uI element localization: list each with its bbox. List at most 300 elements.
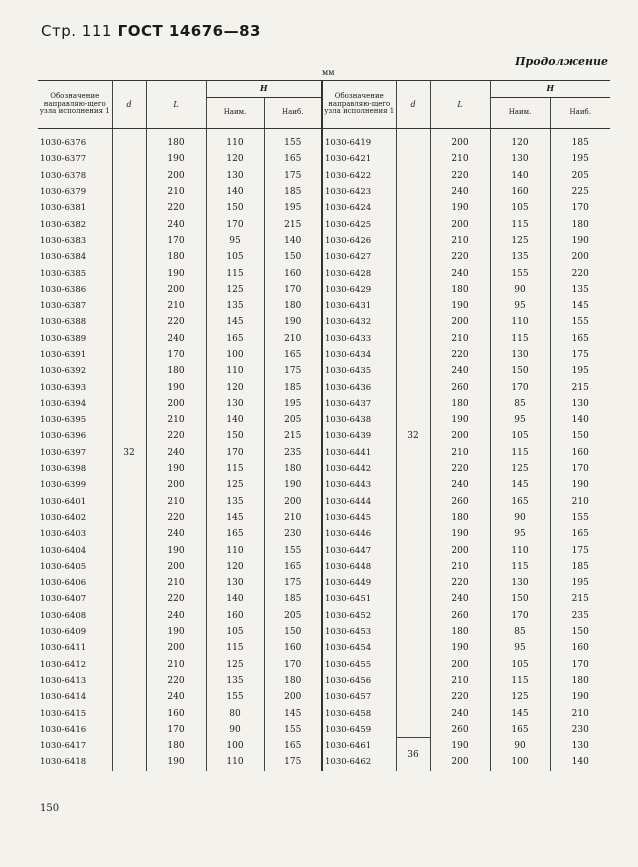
designation-cell: 1030-6411 (38, 640, 112, 656)
h-max-header: Наиб. (264, 98, 322, 129)
designation-cell: 1030-6429 (322, 282, 396, 298)
L-value-cell: 200 (430, 428, 490, 444)
L-value-cell: 240 (430, 705, 490, 721)
h-max-cell: 180 (264, 673, 322, 689)
L-value-cell: 190 (146, 461, 206, 477)
h-min-cell: 130 (490, 575, 550, 591)
h-max-cell: 230 (264, 526, 322, 542)
h-min-cell: 105 (206, 249, 264, 265)
L-value-cell: 200 (146, 396, 206, 412)
designation-cell: 1030-6445 (322, 510, 396, 526)
h-min-cell: 115 (206, 461, 264, 477)
h-min-cell: 115 (490, 445, 550, 461)
h-max-cell: 170 (550, 200, 610, 216)
L-value-cell: 180 (146, 249, 206, 265)
h-max-cell: 235 (550, 608, 610, 624)
d-value-cell: 32 (112, 129, 146, 771)
h-max-cell: 140 (264, 233, 322, 249)
L-value-cell: 210 (430, 445, 490, 461)
L-value-cell: 180 (430, 510, 490, 526)
designation-cell: 1030-6385 (38, 265, 112, 281)
L-value-cell: 210 (146, 494, 206, 510)
h-max-cell: 170 (550, 461, 610, 477)
h-max-cell: 160 (550, 640, 610, 656)
h-min-cell: 125 (490, 233, 550, 249)
L-value-cell: 210 (430, 151, 490, 167)
designation-cell: 1030-6427 (322, 249, 396, 265)
designation-cell: 1030-6457 (322, 689, 396, 705)
designation-cell: 1030-6454 (322, 640, 396, 656)
h-min-cell: 145 (206, 510, 264, 526)
L-value-cell: 260 (430, 608, 490, 624)
h-max-cell: 185 (264, 184, 322, 200)
L-header-right: L (430, 81, 490, 129)
L-value-cell: 200 (146, 477, 206, 493)
designation-cell: 1030-6456 (322, 673, 396, 689)
h-max-cell: 185 (550, 129, 610, 152)
h-max-cell: 190 (550, 689, 610, 705)
h-max-cell: 180 (264, 461, 322, 477)
h-min-cell: 90 (490, 510, 550, 526)
h-max-cell: 180 (550, 216, 610, 232)
designation-cell: 1030-6455 (322, 657, 396, 673)
L-value-cell: 200 (146, 282, 206, 298)
L-value-cell: 190 (146, 151, 206, 167)
L-value-cell: 190 (146, 379, 206, 395)
L-value-cell: 240 (430, 184, 490, 200)
h-min-cell: 160 (490, 184, 550, 200)
L-value-cell: 220 (430, 689, 490, 705)
L-value-cell: 210 (146, 184, 206, 200)
L-value-cell: 180 (146, 129, 206, 152)
h-max-cell: 180 (550, 673, 610, 689)
designation-cell: 1030-6396 (38, 428, 112, 444)
L-value-cell: 220 (146, 314, 206, 330)
h-min-cell: 135 (206, 298, 264, 314)
h-min-cell: 155 (206, 689, 264, 705)
h-max-cell: 195 (264, 396, 322, 412)
h-min-cell: 140 (490, 168, 550, 184)
designation-cell: 1030-6395 (38, 412, 112, 428)
h-max-cell: 165 (264, 347, 322, 363)
h-min-header: Наим. (206, 98, 264, 129)
h-max-cell: 215 (550, 591, 610, 607)
designation-cell: 1030-6426 (322, 233, 396, 249)
designation-cell: 1030-6428 (322, 265, 396, 281)
h-min-cell: 110 (206, 129, 264, 152)
h-min-cell: 165 (490, 722, 550, 738)
h-max-cell: 155 (550, 510, 610, 526)
designation-cell: 1030-6388 (38, 314, 112, 330)
L-value-cell: 220 (430, 575, 490, 591)
L-value-cell: 170 (146, 233, 206, 249)
h-max-cell: 185 (264, 591, 322, 607)
h-min-cell: 170 (490, 608, 550, 624)
L-value-cell: 190 (430, 738, 490, 754)
L-value-cell: 260 (430, 379, 490, 395)
L-value-cell: 210 (430, 233, 490, 249)
designation-cell: 1030-6418 (38, 754, 112, 770)
L-value-cell: 240 (430, 477, 490, 493)
h-max-cell: 200 (264, 494, 322, 510)
designation-cell: 1030-6435 (322, 363, 396, 379)
h-max-cell: 160 (264, 640, 322, 656)
L-value-cell: 200 (430, 129, 490, 152)
L-value-cell: 190 (146, 624, 206, 640)
designation-cell: 1030-6461 (322, 738, 396, 754)
L-value-cell: 210 (146, 657, 206, 673)
h-min-cell: 95 (490, 640, 550, 656)
h-max-cell: 145 (264, 705, 322, 721)
h-max-cell: 150 (264, 624, 322, 640)
h-max-cell: 155 (550, 314, 610, 330)
L-value-cell: 240 (146, 216, 206, 232)
designation-cell: 1030-6451 (322, 591, 396, 607)
h-max-cell: 175 (264, 363, 322, 379)
designation-cell: 1030-6432 (322, 314, 396, 330)
h-max-cell: 190 (264, 314, 322, 330)
h-max-cell: 195 (550, 151, 610, 167)
h-min-cell: 130 (206, 168, 264, 184)
h-min-cell: 150 (206, 428, 264, 444)
h-max-cell: 140 (550, 412, 610, 428)
L-value-cell: 190 (430, 298, 490, 314)
h-min-cell: 150 (490, 363, 550, 379)
designation-header: Обозначение направляю-щего узла исполнения 1 (38, 81, 112, 129)
h-max-cell: 195 (550, 575, 610, 591)
L-value-cell: 240 (146, 689, 206, 705)
h-min-cell: 125 (490, 461, 550, 477)
h-min-cell: 80 (206, 705, 264, 721)
standard-number: ГОСТ 14676—83 (117, 22, 261, 40)
h-min-cell: 90 (490, 738, 550, 754)
designation-cell: 1030-6407 (38, 591, 112, 607)
h-min-cell: 130 (206, 396, 264, 412)
designation-cell: 1030-6462 (322, 754, 396, 770)
L-value-cell: 190 (146, 754, 206, 770)
h-min-cell: 145 (490, 477, 550, 493)
h-min-cell: 110 (490, 542, 550, 558)
L-value-cell: 210 (430, 331, 490, 347)
h-max-cell: 165 (550, 331, 610, 347)
h-min-cell: 110 (206, 754, 264, 770)
h-max-cell: 185 (264, 379, 322, 395)
h-max-cell: 215 (264, 428, 322, 444)
table-body (38, 129, 610, 771)
h-max-cell: 205 (264, 412, 322, 428)
L-value-cell: 200 (430, 754, 490, 770)
L-value-cell: 210 (430, 673, 490, 689)
L-value-cell: 220 (146, 673, 206, 689)
h-min-cell: 130 (206, 575, 264, 591)
designation-cell: 1030-6414 (38, 689, 112, 705)
h-max-cell: 170 (550, 657, 610, 673)
h-min-cell: 105 (490, 428, 550, 444)
designation-cell: 1030-6449 (322, 575, 396, 591)
h-max-cell: 140 (550, 754, 610, 770)
designation-cell: 1030-6391 (38, 347, 112, 363)
designation-cell: 1030-6403 (38, 526, 112, 542)
designation-cell: 1030-6379 (38, 184, 112, 200)
h-min-cell: 125 (206, 657, 264, 673)
h-max-cell: 225 (550, 184, 610, 200)
designation-cell: 1030-6458 (322, 705, 396, 721)
designation-cell: 1030-6437 (322, 396, 396, 412)
L-value-cell: 190 (146, 542, 206, 558)
H-header: H (206, 81, 322, 98)
h-max-cell: 135 (550, 282, 610, 298)
designation-cell: 1030-6434 (322, 347, 396, 363)
designation-cell: 1030-6413 (38, 673, 112, 689)
h-min-cell: 170 (206, 445, 264, 461)
H-header-right: H (490, 81, 610, 98)
designation-cell: 1030-6389 (38, 331, 112, 347)
designation-cell: 1030-6386 (38, 282, 112, 298)
designation-cell: 1030-6433 (322, 331, 396, 347)
h-min-cell: 125 (206, 477, 264, 493)
designation-cell: 1030-6384 (38, 249, 112, 265)
h-max-cell: 205 (550, 168, 610, 184)
h-min-cell: 115 (206, 265, 264, 281)
L-value-cell: 190 (146, 265, 206, 281)
L-value-cell: 190 (430, 640, 490, 656)
designation-cell: 1030-6402 (38, 510, 112, 526)
L-value-cell: 240 (146, 331, 206, 347)
h-max-cell: 215 (264, 216, 322, 232)
designation-cell: 1030-6459 (322, 722, 396, 738)
designation-cell: 1030-6405 (38, 559, 112, 575)
h-min-cell: 90 (490, 282, 550, 298)
d-header: d (112, 81, 146, 129)
L-value-cell: 170 (146, 722, 206, 738)
h-max-cell: 200 (550, 249, 610, 265)
L-value-cell: 240 (430, 265, 490, 281)
designation-cell: 1030-6393 (38, 379, 112, 395)
h-max-cell: 175 (264, 168, 322, 184)
h-min-cell: 95 (490, 298, 550, 314)
designation-cell: 1030-6394 (38, 396, 112, 412)
L-value-cell: 240 (146, 445, 206, 461)
L-value-cell: 220 (146, 200, 206, 216)
h-max-cell: 165 (264, 559, 322, 575)
h-min-cell: 120 (206, 559, 264, 575)
designation-cell: 1030-6443 (322, 477, 396, 493)
h-max-cell: 190 (550, 233, 610, 249)
L-value-cell: 200 (430, 314, 490, 330)
designation-cell: 1030-6398 (38, 461, 112, 477)
designation-cell: 1030-6436 (322, 379, 396, 395)
h-max-cell: 155 (264, 542, 322, 558)
designation-header-right: Обозначение направляю-щего узла исполнения 1 (322, 81, 396, 129)
L-value-cell: 180 (146, 738, 206, 754)
continued-label: Продолжение (515, 55, 608, 68)
designation-cell: 1030-6399 (38, 477, 112, 493)
designation-cell: 1030-6431 (322, 298, 396, 314)
h-max-cell: 175 (264, 754, 322, 770)
h-min-cell: 115 (206, 640, 264, 656)
h-max-cell: 165 (550, 526, 610, 542)
L-value-cell: 220 (146, 591, 206, 607)
h-max-cell: 190 (264, 477, 322, 493)
designation-cell: 1030-6438 (322, 412, 396, 428)
L-value-cell: 190 (430, 526, 490, 542)
designation-cell: 1030-6381 (38, 200, 112, 216)
h-min-cell: 150 (206, 200, 264, 216)
designation-cell: 1030-6387 (38, 298, 112, 314)
h-max-cell: 210 (550, 705, 610, 721)
h-min-cell: 100 (490, 754, 550, 770)
h-min-cell: 155 (490, 265, 550, 281)
designation-cell: 1030-6425 (322, 216, 396, 232)
h-max-cell: 210 (264, 510, 322, 526)
designation-cell: 1030-6442 (322, 461, 396, 477)
L-value-cell: 220 (146, 428, 206, 444)
h-max-header-right: Наиб. (550, 98, 610, 129)
L-value-cell: 160 (146, 705, 206, 721)
h-max-cell: 230 (550, 722, 610, 738)
designation-cell: 1030-6448 (322, 559, 396, 575)
L-value-cell: 200 (430, 657, 490, 673)
designation-cell: 1030-6446 (322, 526, 396, 542)
h-min-cell: 130 (490, 347, 550, 363)
h-min-cell: 140 (206, 184, 264, 200)
designation-cell: 1030-6416 (38, 722, 112, 738)
designation-cell: 1030-6419 (322, 129, 396, 152)
L-value-cell: 190 (430, 412, 490, 428)
designation-cell: 1030-6376 (38, 129, 112, 152)
L-value-cell: 240 (430, 363, 490, 379)
designation-cell: 1030-6422 (322, 168, 396, 184)
designation-cell: 1030-6447 (322, 542, 396, 558)
designation-cell: 1030-6383 (38, 233, 112, 249)
dimensions-table (38, 80, 610, 771)
designation-cell: 1030-6417 (38, 738, 112, 754)
L-value-cell: 170 (146, 347, 206, 363)
L-value-cell: 210 (146, 412, 206, 428)
page-header (41, 22, 261, 40)
h-min-cell: 95 (206, 233, 264, 249)
h-min-cell: 95 (490, 412, 550, 428)
h-min-cell: 125 (206, 282, 264, 298)
h-max-cell: 165 (264, 738, 322, 754)
page-label: Стр. 111 (41, 22, 112, 40)
designation-cell: 1030-6392 (38, 363, 112, 379)
h-min-cell: 85 (490, 396, 550, 412)
h-max-cell: 235 (264, 445, 322, 461)
h-min-cell: 145 (206, 314, 264, 330)
h-min-cell: 110 (206, 542, 264, 558)
h-min-cell: 90 (206, 722, 264, 738)
d-header-right: d (396, 81, 430, 129)
L-value-cell: 210 (146, 575, 206, 591)
h-max-cell: 150 (264, 249, 322, 265)
designation-cell: 1030-6444 (322, 494, 396, 510)
h-max-cell: 150 (550, 624, 610, 640)
h-min-cell: 100 (206, 738, 264, 754)
h-min-cell: 140 (206, 591, 264, 607)
h-min-cell: 105 (490, 200, 550, 216)
L-value-cell: 210 (146, 298, 206, 314)
h-max-cell: 160 (264, 265, 322, 281)
designation-cell: 1030-6424 (322, 200, 396, 216)
h-min-cell: 100 (206, 347, 264, 363)
L-value-cell: 180 (430, 396, 490, 412)
page-number: 150 (40, 803, 60, 814)
designation-cell: 1030-6377 (38, 151, 112, 167)
h-min-header-right: Наим. (490, 98, 550, 129)
h-min-cell: 125 (490, 689, 550, 705)
h-min-cell: 105 (490, 657, 550, 673)
L-value-cell: 180 (430, 624, 490, 640)
h-max-cell: 210 (550, 494, 610, 510)
L-value-cell: 240 (430, 591, 490, 607)
h-min-cell: 115 (490, 216, 550, 232)
h-max-cell: 215 (550, 379, 610, 395)
h-min-cell: 115 (490, 331, 550, 347)
designation-cell: 1030-6404 (38, 542, 112, 558)
h-min-cell: 165 (490, 494, 550, 510)
h-max-cell: 175 (550, 542, 610, 558)
L-value-cell: 200 (430, 542, 490, 558)
L-value-cell: 180 (430, 282, 490, 298)
h-min-cell: 170 (490, 379, 550, 395)
h-min-cell: 170 (206, 216, 264, 232)
designation-cell: 1030-6401 (38, 494, 112, 510)
units-label: мм (322, 68, 335, 77)
h-max-cell: 155 (264, 722, 322, 738)
designation-cell: 1030-6406 (38, 575, 112, 591)
h-max-cell: 155 (264, 129, 322, 152)
L-value-cell: 200 (146, 559, 206, 575)
h-min-cell: 115 (490, 673, 550, 689)
h-min-cell: 120 (206, 379, 264, 395)
designation-cell: 1030-6415 (38, 705, 112, 721)
h-max-cell: 210 (264, 331, 322, 347)
d-value-cell: 36 (396, 738, 430, 771)
h-min-cell: 115 (490, 559, 550, 575)
table-row (38, 129, 610, 152)
L-value-cell: 220 (430, 249, 490, 265)
h-min-cell: 95 (490, 526, 550, 542)
h-min-cell: 165 (206, 526, 264, 542)
L-value-cell: 240 (146, 608, 206, 624)
designation-cell: 1030-6397 (38, 445, 112, 461)
h-min-cell: 110 (206, 363, 264, 379)
h-min-cell: 130 (490, 151, 550, 167)
h-max-cell: 195 (550, 363, 610, 379)
L-header: L (146, 81, 206, 129)
L-value-cell: 260 (430, 722, 490, 738)
h-max-cell: 185 (550, 559, 610, 575)
h-max-cell: 170 (264, 282, 322, 298)
h-max-cell: 130 (550, 396, 610, 412)
designation-cell: 1030-6409 (38, 624, 112, 640)
designation-cell: 1030-6441 (322, 445, 396, 461)
h-max-cell: 150 (550, 428, 610, 444)
L-value-cell: 260 (430, 494, 490, 510)
L-value-cell: 180 (146, 363, 206, 379)
h-max-cell: 200 (264, 689, 322, 705)
h-max-cell: 175 (264, 575, 322, 591)
designation-cell: 1030-6439 (322, 428, 396, 444)
h-min-cell: 150 (490, 591, 550, 607)
designation-cell: 1030-6421 (322, 151, 396, 167)
h-min-cell: 135 (206, 673, 264, 689)
h-max-cell: 160 (550, 445, 610, 461)
h-max-cell: 220 (550, 265, 610, 281)
h-max-cell: 145 (550, 298, 610, 314)
h-min-cell: 110 (490, 314, 550, 330)
